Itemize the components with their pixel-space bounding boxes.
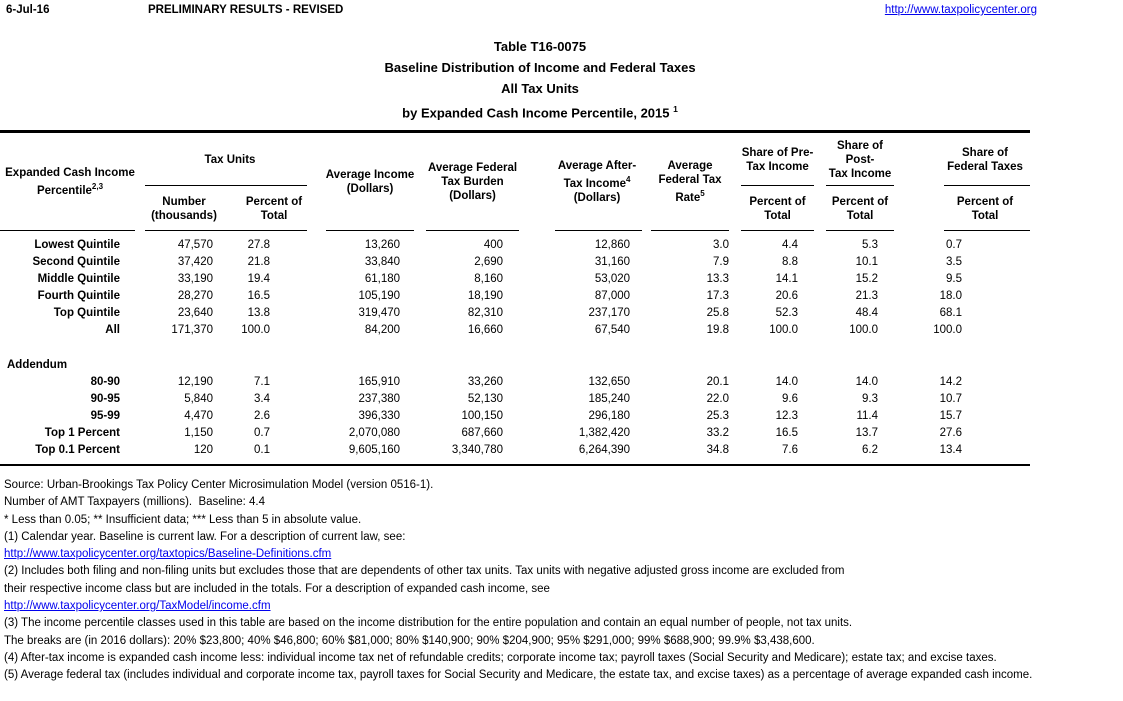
table-cell: 100.0 [769, 324, 799, 336]
table-header [0, 133, 1030, 231]
footnote-amt: Number of AMT Taxpayers (millions). Baseline: 4.4 [4, 496, 265, 509]
table-cell: 4.4 [782, 239, 799, 251]
subheader-percent-of-total: Percent of Total [820, 186, 900, 231]
row-label: Second Quintile [32, 256, 120, 268]
table-cell: 19.8 [706, 324, 730, 336]
table-cell: 14.0 [855, 376, 879, 388]
table-cell: 237,380 [358, 393, 401, 405]
main-rows [0, 231, 1030, 339]
table-cell: 120 [193, 444, 213, 456]
table-cell: 3.4 [254, 393, 271, 405]
table-cell: 6,264,390 [578, 444, 631, 456]
subheader-percent-of-total: Percent of Total [900, 186, 1030, 231]
table-cell: 68.1 [939, 307, 963, 319]
footnote-legend: * Less than 0.05; ** Insufficient data; *** Less than 5 in absolute value. [4, 513, 362, 526]
table-cell: 21.3 [855, 290, 879, 302]
page-header [0, 4, 1123, 20]
table-cell: 10.1 [855, 256, 879, 268]
table-cell: 3,340,780 [451, 444, 504, 456]
row-label: Top 1 Percent [44, 427, 120, 439]
footnote-link-income-definition[interactable]: http://www.taxpolicycenter.org/TaxModel/income.cfm [4, 600, 271, 613]
table-row [0, 254, 1030, 271]
table-cell: 48.4 [855, 307, 879, 319]
subheader-percent-of-total: Percent of Total [228, 186, 320, 231]
addendum-heading-row [0, 357, 1030, 374]
table-cell: 100.0 [241, 324, 271, 336]
table-cell: 185,240 [588, 393, 631, 405]
table-cell: 16.5 [775, 427, 799, 439]
row-label: Middle Quintile [37, 273, 120, 285]
table-cell: 34.8 [706, 444, 730, 456]
table-cell: 10.7 [939, 393, 963, 405]
subheader-number-thousands: Number (thousands) [140, 186, 228, 231]
table-cell: 15.7 [939, 410, 963, 422]
table-cell: 20.6 [775, 290, 799, 302]
table-cell: 2,690 [474, 256, 504, 268]
footnote-3-line-1: (3) The income percentile classes used in this table are based on the income distribution for the entire population and contain an equal number of people, not tax units. [4, 617, 853, 630]
table-cell: 16,660 [467, 324, 504, 336]
col-header-average-income: Average Income (Dollars) [320, 133, 420, 231]
table-cell: 13.3 [706, 273, 730, 285]
col-header-share-pre-tax-income: Share of Pre- Tax Income [735, 133, 820, 186]
table-cell: 100,150 [461, 410, 504, 422]
table-row [0, 305, 1030, 322]
table-cell: 3.0 [713, 239, 730, 251]
table-cell: 0.7 [946, 239, 963, 251]
table-cell: 0.1 [254, 444, 271, 456]
table-cell: 9.5 [946, 273, 963, 285]
table-cell: 23,640 [177, 307, 213, 319]
table-cell: 33,260 [467, 376, 504, 388]
footnote-link-baseline-definitions[interactable]: http://www.taxpolicycenter.org/taxtopics/Baseline-Definitions.cfm [4, 548, 332, 561]
title-line-2: Baseline Distribution of Income and Federal Taxes [384, 60, 696, 75]
footnote-5: (5) Average federal tax (includes individual and corporate income tax, payroll taxes for Social Security and Medicare, the estate tax, and excise taxes) as a percentage of average expanded cash income. [4, 669, 1033, 682]
table-title [0, 36, 1080, 123]
table-row [0, 391, 1030, 408]
table-cell: 7.1 [254, 376, 271, 388]
distribution-table [0, 130, 1030, 466]
table-cell: 13.7 [855, 427, 879, 439]
table-cell: 52,130 [467, 393, 504, 405]
col-header-share-post-tax-income: Share of Post- Tax Income [820, 133, 900, 186]
table-cell: 7.9 [713, 256, 730, 268]
col-header-average-federal-tax-rate: Average Federal Tax Rate$^5$ [645, 133, 735, 231]
row-label: Top 0.1 Percent [35, 444, 120, 456]
table-cell: 9,605,160 [348, 444, 401, 456]
table-cell: 13,260 [364, 239, 401, 251]
table-cell: 84,200 [364, 324, 401, 336]
table-cell: 61,180 [364, 273, 401, 285]
table-cell: 2.6 [254, 410, 271, 422]
table-cell: 14.1 [775, 273, 799, 285]
table-cell: 19.4 [247, 273, 271, 285]
table-cell: 6.2 [862, 444, 879, 456]
data-table [0, 133, 1030, 464]
table-cell: 67,540 [594, 324, 631, 336]
table-cell: 13.8 [247, 307, 271, 319]
table-row [0, 237, 1030, 254]
table-cell: 33,190 [177, 273, 213, 285]
table-cell: 100.0 [933, 324, 963, 336]
row-label: Lowest Quintile [34, 239, 120, 251]
site-link[interactable]: http://www.taxpolicycenter.org [884, 4, 1037, 16]
table-cell: 9.6 [782, 393, 799, 405]
table-cell: 7.6 [782, 444, 799, 456]
table-cell: 12.3 [775, 410, 799, 422]
table-cell: 25.3 [706, 410, 730, 422]
col-header-average-after-tax-income: Average After- Tax Income$^4$ (Dollars) [525, 133, 645, 231]
row-label: All [105, 324, 120, 336]
table-cell: 100.0 [849, 324, 879, 336]
table-cell: 132,650 [588, 376, 631, 388]
footnotes [4, 477, 1123, 685]
table-cell: 87,000 [594, 290, 631, 302]
table-cell: 15.2 [855, 273, 879, 285]
table-cell: 27.6 [939, 427, 963, 439]
table-cell: 9.3 [862, 393, 879, 405]
table-cell: 14.2 [939, 376, 963, 388]
table-cell: 11.4 [856, 410, 879, 422]
table-row [0, 442, 1030, 459]
subheader-percent-of-total: Percent of Total [735, 186, 820, 231]
table-cell: 27.8 [247, 239, 271, 251]
row-label: 80-90 [90, 376, 120, 388]
table-cell: 18,190 [467, 290, 504, 302]
footnote-2-line-2: their respective income class but are included in the totals. For a description of expanded cash income, see [4, 582, 550, 595]
table-cell: 0.7 [254, 427, 271, 439]
table-cell: 400 [483, 239, 504, 251]
row-label: Fourth Quintile [37, 290, 120, 302]
table-row [0, 408, 1030, 425]
table-cell: 13.4 [939, 444, 963, 456]
table-row [0, 271, 1030, 288]
table-cell: 687,660 [461, 427, 504, 439]
table-cell: 25.8 [706, 307, 730, 319]
table-cell: 47,570 [177, 239, 213, 251]
table-cell: 237,170 [588, 307, 631, 319]
table-cell: 165,910 [358, 376, 401, 388]
table-cell: 12,860 [594, 239, 631, 251]
col-group-tax-units: Tax Units [140, 133, 320, 186]
table-cell: 8,160 [474, 273, 504, 285]
table-cell: 22.0 [706, 393, 730, 405]
spacer-row [0, 339, 1030, 357]
table-cell: 52.3 [775, 307, 799, 319]
table-cell: 17.3 [706, 290, 730, 302]
table-cell: 20.1 [706, 376, 730, 388]
date-label: 6-Jul-16 [6, 4, 50, 16]
row-label: Top Quintile [53, 307, 120, 319]
table-cell: 12,190 [177, 376, 213, 388]
title-line-4: by Expanded Cash Income Percentile, 2015 $^1$ [402, 104, 678, 121]
addendum-section [0, 339, 1030, 374]
table-cell: 396,330 [358, 410, 401, 422]
table-cell: 319,470 [358, 307, 401, 319]
table-cell: 28,270 [177, 290, 213, 302]
title-line-1: Table T16-0075 [493, 39, 587, 54]
table-cell: 14.0 [775, 376, 799, 388]
table-cell: 31,160 [594, 256, 631, 268]
addendum-rows [0, 374, 1030, 459]
status-label: PRELIMINARY RESULTS - REVISED [148, 4, 344, 16]
table-cell: 171,370 [171, 324, 213, 336]
table-cell: 3.5 [946, 256, 963, 268]
row-label: 90-95 [90, 393, 120, 405]
footnote-source: Source: Urban-Brookings Tax Policy Center Microsimulation Model (version 0516-1). [4, 479, 434, 491]
col-header-percentile: Expanded Cash Income Percentile$^{2,3}$ [0, 133, 140, 231]
bottom-rule [0, 464, 1030, 466]
table-cell: 296,180 [588, 410, 631, 422]
table-cell: 37,420 [177, 256, 213, 268]
table-row [0, 288, 1030, 305]
table-cell: 4,470 [184, 410, 213, 422]
table-row [0, 425, 1030, 442]
title-footnote-marker: 1 [673, 104, 678, 114]
col-header-share-federal-taxes: Share of Federal Taxes [900, 133, 1030, 186]
table-cell: 5.3 [862, 239, 879, 251]
row-label: 95-99 [90, 410, 120, 422]
table-cell: 33.2 [706, 427, 730, 439]
table-cell: 21.8 [247, 256, 271, 268]
title-line-3: All Tax Units [501, 81, 579, 96]
table-row [0, 374, 1030, 391]
footnote-1: (1) Calendar year. Baseline is current law. For a description of current law, see: [4, 530, 406, 543]
footnote-3-line-2: The breaks are (in 2016 dollars): 20% $23,800; 40% $46,800; 60% $81,000; 80% $140,900; 90% $204,900; 95% $291,000; 99% $688,900; 99.9% $3,438,600. [4, 634, 815, 647]
table-cell: 1,150 [184, 427, 213, 439]
table-cell: 5,840 [184, 393, 213, 405]
table-cell: 8.8 [782, 256, 799, 268]
footnote-2-line-1: (2) Includes both filing and non-filing units but excludes those that are dependents of other tax units. Tax units with negative adjusted gross income are excluded from [4, 565, 845, 578]
addendum-label: Addendum [7, 359, 68, 371]
table-cell: 18.0 [939, 290, 963, 302]
footnote-4: (4) After-tax income is expanded cash income less: individual income tax net of refundable credits; corporate income tax; payroll taxes (Social Security and Medicare); estate tax; and excise taxes. [4, 651, 997, 664]
table-cell: 1,382,420 [578, 427, 631, 439]
table-cell: 105,190 [358, 290, 401, 302]
col-header-average-federal-tax-burden: Average Federal Tax Burden (Dollars) [420, 133, 525, 231]
table-cell: 53,020 [594, 273, 631, 285]
table-row [0, 322, 1030, 339]
table-cell: 33,840 [364, 256, 401, 268]
table-cell: 16.5 [247, 290, 271, 302]
table-cell: 2,070,080 [348, 427, 401, 439]
table-cell: 82,310 [467, 307, 504, 319]
